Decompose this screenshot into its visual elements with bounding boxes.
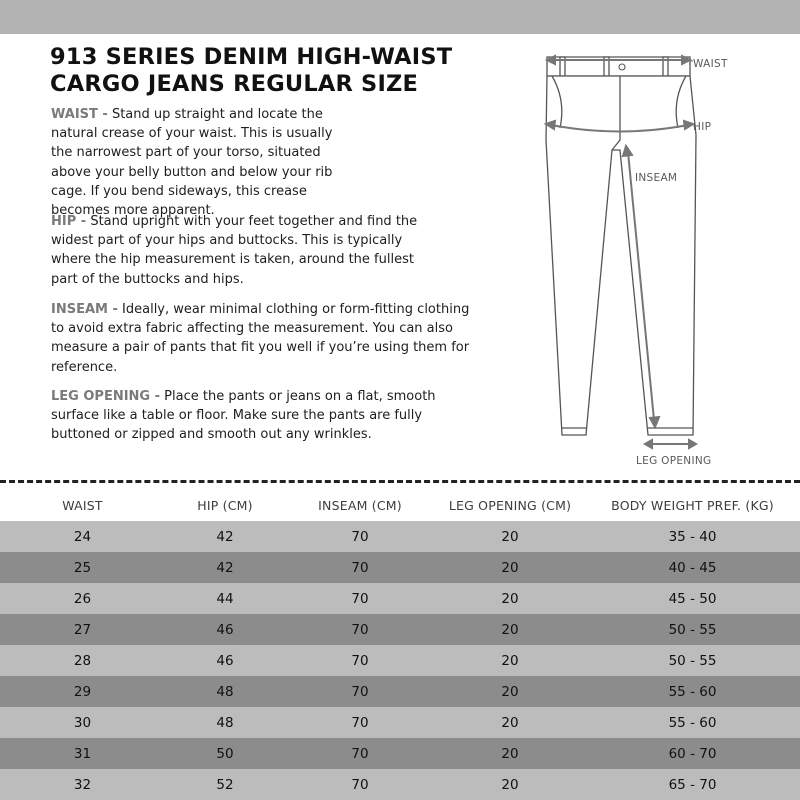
cell-waist: 28: [73, 652, 92, 669]
page-title: 913 SERIES DENIM HIGH-WAIST CARGO JEANS REGULAR SIZE: [50, 44, 453, 97]
cell-hip: 52: [216, 776, 234, 793]
cell-waist: 29: [73, 683, 92, 700]
table-row: [0, 738, 800, 769]
table-row: [0, 645, 800, 676]
header-leg-opening: LEG OPENING (CM): [448, 498, 572, 513]
cell-inseam: 70: [351, 590, 369, 607]
table-row: [0, 521, 800, 552]
table-row: [0, 552, 800, 583]
cell-inseam: 70: [351, 683, 369, 700]
table-row: [0, 583, 800, 614]
cell-leg-opening: 20: [501, 528, 519, 545]
cell-waist: 25: [73, 559, 92, 576]
cell-body-weight: 55 - 60: [668, 714, 717, 731]
cell-body-weight: 50 - 55: [668, 621, 717, 638]
cell-waist: 27: [73, 621, 92, 638]
cell-leg-opening: 20: [501, 714, 519, 731]
hip-diagram-label: HIP: [693, 121, 712, 133]
cell-leg-opening: 20: [501, 745, 519, 762]
cell-hip: 42: [216, 528, 234, 545]
cell-waist: 26: [73, 590, 92, 607]
cell-leg-opening: 20: [501, 776, 519, 793]
waist-label: WAIST -: [51, 107, 108, 122]
cell-inseam: 70: [351, 652, 369, 669]
leg-opening-diagram-label: LEG OPENING: [636, 455, 712, 467]
table-row: [0, 769, 800, 800]
leg-opening-label: LEG OPENING -: [51, 389, 161, 404]
leg-opening-arrow: [645, 440, 696, 448]
top-band: [0, 0, 800, 34]
cell-hip: 44: [216, 590, 234, 607]
dashed-divider: [0, 480, 800, 483]
cell-waist: 32: [73, 776, 92, 793]
header-hip: HIP (CM): [197, 498, 253, 513]
leg-opening-instructions: [51, 387, 471, 445]
cell-inseam: 70: [351, 745, 369, 762]
size-table: [0, 490, 800, 800]
cell-leg-opening: 20: [501, 683, 519, 700]
cell-inseam: 70: [351, 714, 369, 731]
cell-waist: 30: [73, 714, 92, 731]
cell-waist: 31: [73, 745, 92, 762]
inseam-text: Ideally, wear minimal clothing or form-fitting clothing to avoid extra fabric affecting the measurement. You can also measure a pair of pants that fit you well if you’re using them for reference.: [51, 302, 470, 375]
cell-body-weight: 60 - 70: [668, 745, 717, 762]
cell-body-weight: 40 - 45: [668, 559, 717, 576]
inseam-diagram-label: INSEAM: [635, 172, 678, 184]
cell-waist: 24: [73, 528, 92, 545]
waist-instructions: [51, 105, 356, 220]
jeans-diagram: [535, 44, 795, 474]
cell-leg-opening: 20: [501, 590, 519, 607]
waist-text: Stand up straight and locate the natural crease of your waist. This is usually the narrowest part of your torso, situated above your belly button and below your rib cage. If you bend sideways, this crease becomes more apparent.: [51, 107, 333, 219]
cell-body-weight: 35 - 40: [668, 528, 717, 545]
cell-leg-opening: 20: [501, 652, 519, 669]
cell-hip: 46: [216, 621, 234, 638]
button-icon: [619, 64, 625, 70]
leg-opening-text: Place the pants or jeans on a flat, smooth surface like a table or floor. Make sure the pants are fully buttoned or zipped and smooth out any wrinkles.: [51, 389, 436, 443]
cell-body-weight: 65 - 70: [668, 776, 717, 793]
cell-inseam: 70: [351, 559, 369, 576]
header-body-weight: BODY WEIGHT PREF. (KG): [611, 498, 774, 513]
cell-inseam: 70: [351, 621, 369, 638]
cell-body-weight: 45 - 50: [668, 590, 717, 607]
cell-body-weight: 55 - 60: [668, 683, 717, 700]
cell-hip: 48: [216, 683, 234, 700]
hip-instructions: [51, 212, 431, 289]
cell-hip: 42: [216, 559, 234, 576]
header-waist: WAIST: [62, 498, 103, 513]
hip-label: HIP -: [51, 214, 87, 229]
cell-leg-opening: 20: [501, 559, 519, 576]
table-row: [0, 707, 800, 738]
cell-hip: 46: [216, 652, 234, 669]
cell-inseam: 70: [351, 528, 369, 545]
cell-hip: 50: [216, 745, 234, 762]
header-inseam: INSEAM (CM): [318, 498, 402, 513]
inseam-label: INSEAM -: [51, 302, 118, 317]
table-header: [0, 490, 800, 521]
waist-diagram-label: WAIST: [693, 58, 728, 70]
cell-body-weight: 50 - 55: [668, 652, 717, 669]
table-row: [0, 614, 800, 645]
cell-hip: 48: [216, 714, 234, 731]
hip-text: Stand upright with your feet together and find the widest part of your hips and buttocks. This is typically where the hip measurement is taken, around the fullest part of the buttocks and hips.: [51, 214, 418, 287]
jeans-outline: [546, 57, 696, 435]
inseam-instructions: [51, 300, 471, 377]
cell-leg-opening: 20: [501, 621, 519, 638]
cell-inseam: 70: [351, 776, 369, 793]
table-row: [0, 676, 800, 707]
